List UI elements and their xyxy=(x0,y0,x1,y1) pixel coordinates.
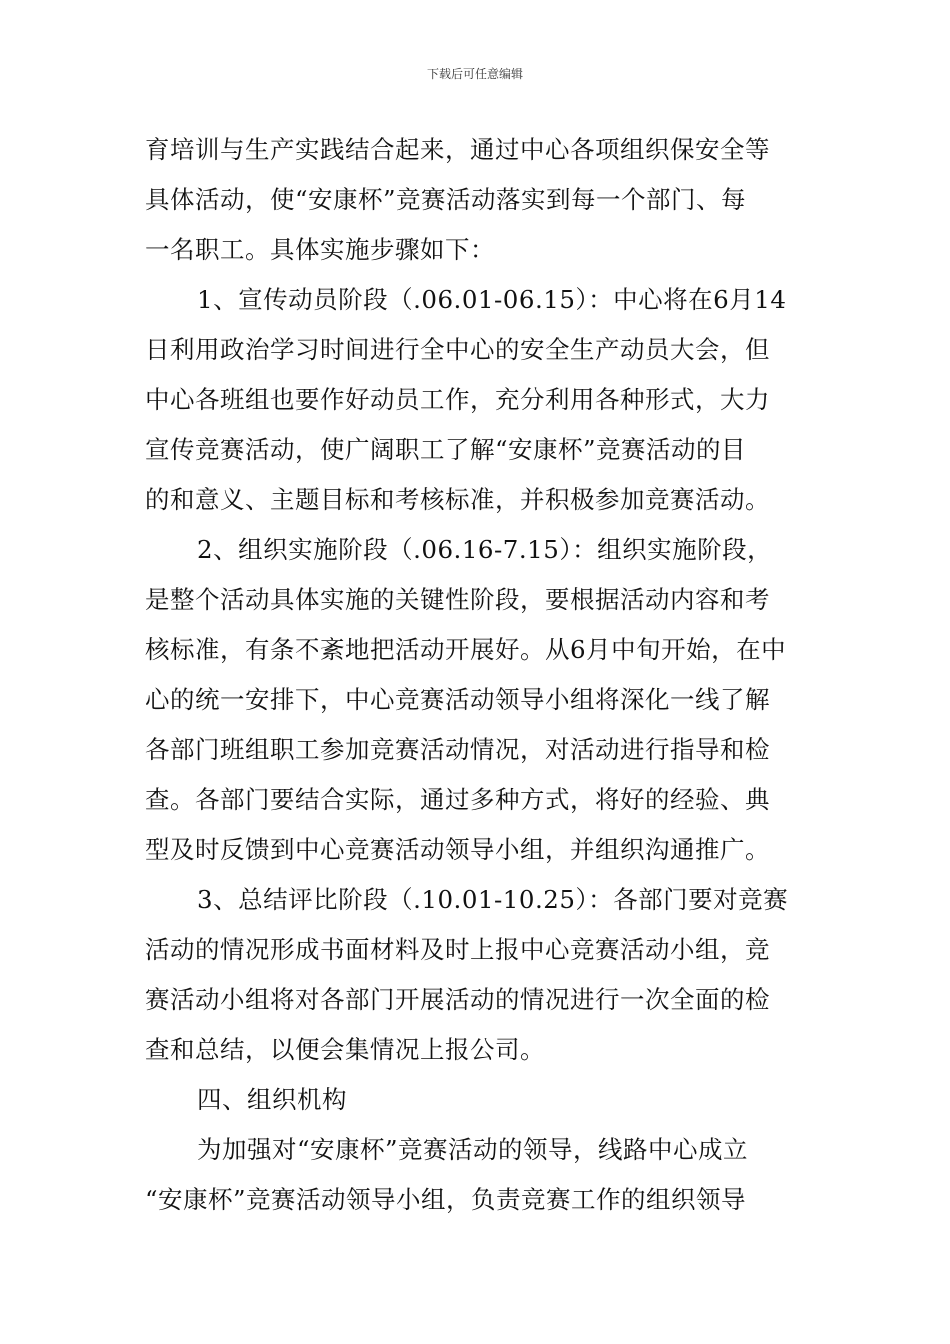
text-line: 宣传竞赛活动，使广阔职工了解“安康杯”竞赛活动的目 xyxy=(145,435,747,464)
text-line: 的和意义、主题目标和考核标准，并积极参加竞赛活动。 xyxy=(145,485,770,514)
text-line: 赛活动小组将对各部门开展活动的情况进行一次全面的检 xyxy=(145,985,770,1014)
text-line: “安康杯”竞赛活动领导小组，负责竞赛工作的组织领导 xyxy=(145,1185,747,1214)
text-line: 心的统一安排下，中心竞赛活动领导小组将深化一线了解 xyxy=(145,685,770,714)
text-line: 查和总结，以便会集情况上报公司。 xyxy=(145,1035,545,1064)
text-line: 2、组织实施阶段（.06.16-7.15）：组织实施阶段， xyxy=(197,535,773,564)
page-header: 下载后可任意编辑 xyxy=(426,67,523,81)
text-line: 活动的情况形成书面材料及时上报中心竞赛活动小组，竞 xyxy=(145,935,770,964)
text-line: 具体活动，使“安康杯”竞赛活动落实到每一个部门、每 xyxy=(145,185,747,214)
text-line: 中心各班组也要作好动员工作，充分利用各种形式，大力 xyxy=(145,385,770,414)
text-line: 核标准，有条不紊地把活动开展好。从6月中旬开始，在中 xyxy=(145,635,787,664)
text-line: 型及时反馈到中心竞赛活动领导小组，并组织沟通推广。 xyxy=(145,835,770,864)
text-line: 1、宣传动员阶段（.06.01-06.15）：中心将在6月14 xyxy=(197,285,787,314)
text-line: 一名职工。具体实施步骤如下： xyxy=(145,235,495,264)
text-line: 育培训与生产实践结合起来，通过中心各项组织保安全等 xyxy=(145,135,770,164)
text-line: 是整个活动具体实施的关键性阶段，要根据活动内容和考 xyxy=(145,585,770,614)
text-line: 日利用政治学习时间进行全中心的安全生产动员大会，但 xyxy=(145,335,770,364)
text-line: 为加强对“安康杯”竞赛活动的领导，线路中心成立 xyxy=(197,1135,749,1164)
text-line: 查。各部门要结合实际，通过多种方式，将好的经验、典 xyxy=(145,785,770,814)
text-line: 3、总结评比阶段（.10.01-10.25）：各部门要对竞赛 xyxy=(197,885,789,914)
text-line: 各部门班组职工参加竞赛活动情况，对活动进行指导和检 xyxy=(145,735,770,764)
section-heading: 四、组织机构 xyxy=(197,1085,347,1114)
